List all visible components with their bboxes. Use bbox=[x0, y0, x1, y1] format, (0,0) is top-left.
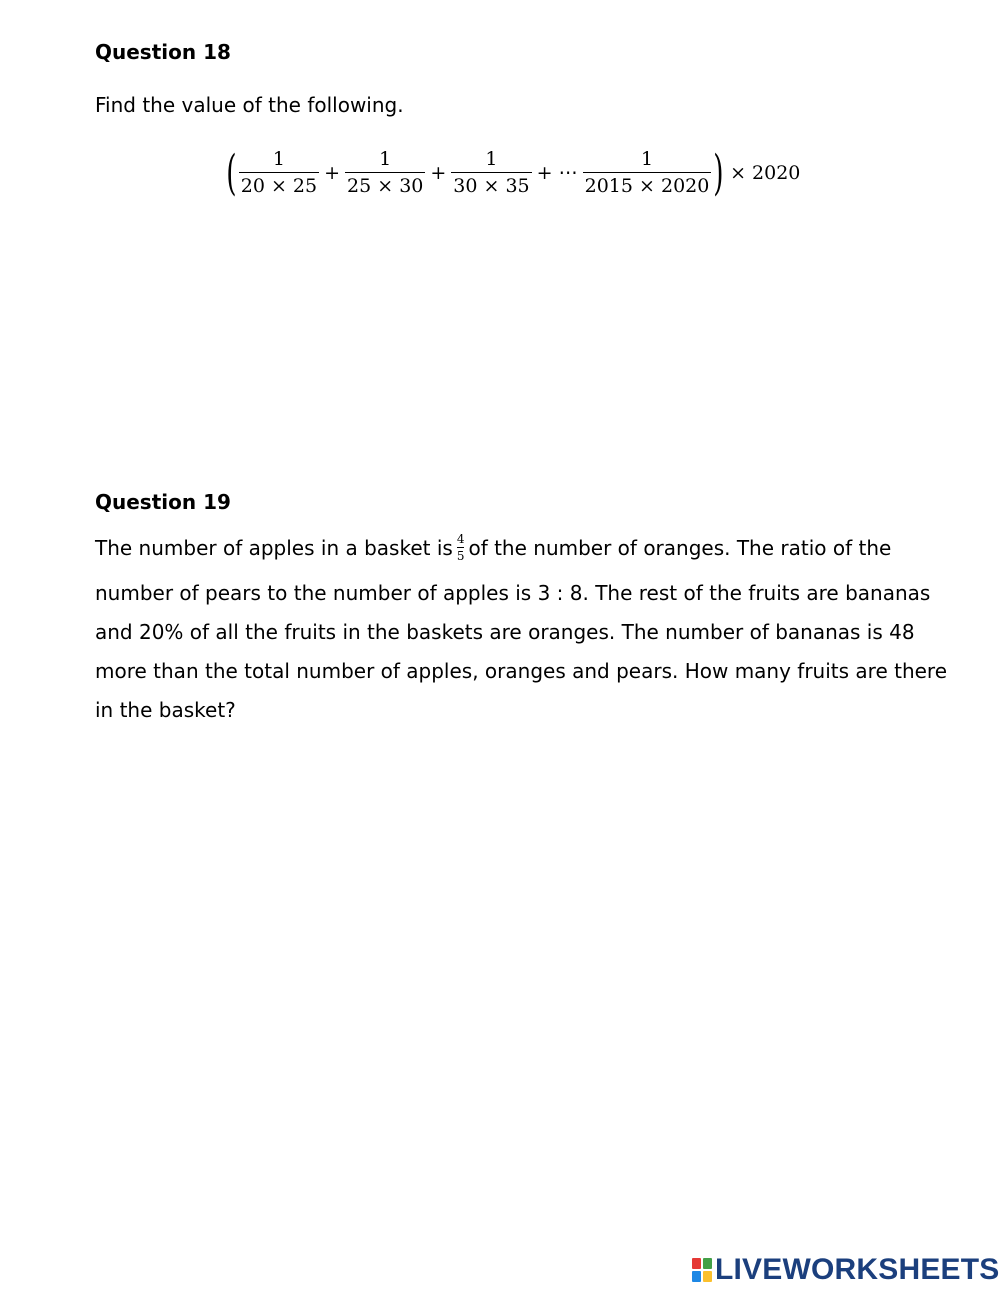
logo-text: LIVEWORKSHEETS bbox=[715, 1253, 1000, 1286]
question-19-line-1 bbox=[95, 532, 892, 564]
line-1-end: of the number of oranges. The ratio of the bbox=[468, 536, 892, 560]
logo-square-2 bbox=[703, 1258, 712, 1269]
question-19-line-2: number of pears to the number of apples is 3 : 8. The rest of the fruits are bananas bbox=[95, 581, 931, 605]
fraction-1-denominator: 20 × 25 bbox=[239, 172, 319, 196]
inline-fraction-numerator: 4 bbox=[456, 532, 465, 546]
question-18-prompt: Find the value of the following. bbox=[95, 93, 404, 117]
close-paren: ) bbox=[713, 145, 724, 201]
question-19-line-4: more than the total number of apples, oranges and pears. How many fruits are there bbox=[95, 659, 948, 683]
question-19-line-5: in the basket? bbox=[95, 698, 236, 722]
logo-icon bbox=[692, 1258, 712, 1282]
fraction-last-numerator: 1 bbox=[640, 148, 654, 170]
fraction-2-denominator: 25 × 30 bbox=[345, 172, 425, 196]
fraction-2 bbox=[345, 150, 425, 196]
question-19-title: Question 19 bbox=[95, 490, 231, 514]
fraction-last-denominator: 2015 × 2020 bbox=[583, 172, 712, 196]
plus-sign: + bbox=[430, 161, 447, 184]
fraction-1 bbox=[239, 150, 319, 196]
logo-square-1 bbox=[692, 1258, 701, 1269]
inline-fraction-denominator: 5 bbox=[456, 549, 465, 563]
fraction-3-denominator: 30 × 35 bbox=[451, 172, 531, 196]
fraction-3-numerator: 1 bbox=[485, 148, 498, 170]
logo-square-4 bbox=[703, 1271, 712, 1282]
logo-square-3 bbox=[692, 1271, 701, 1282]
line-1-start: The number of apples in a basket is bbox=[95, 536, 453, 560]
fraction-3 bbox=[451, 150, 531, 196]
question-19-line-3: and 20% of all the fruits in the baskets are oranges. The number of bananas is 48 bbox=[95, 620, 915, 644]
question-18-title: Question 18 bbox=[95, 40, 231, 64]
plus-ellipsis: + ⋯ bbox=[536, 161, 578, 184]
open-paren: ( bbox=[226, 145, 237, 201]
inline-fraction bbox=[457, 533, 465, 562]
fraction-1-numerator: 1 bbox=[272, 148, 285, 170]
liveworksheets-logo bbox=[692, 1254, 1000, 1286]
fraction-last bbox=[583, 150, 712, 196]
plus-sign: + bbox=[324, 161, 341, 184]
question-18-equation bbox=[226, 142, 800, 204]
fraction-2-numerator: 1 bbox=[379, 148, 392, 170]
multiplier: × 2020 bbox=[730, 162, 801, 184]
